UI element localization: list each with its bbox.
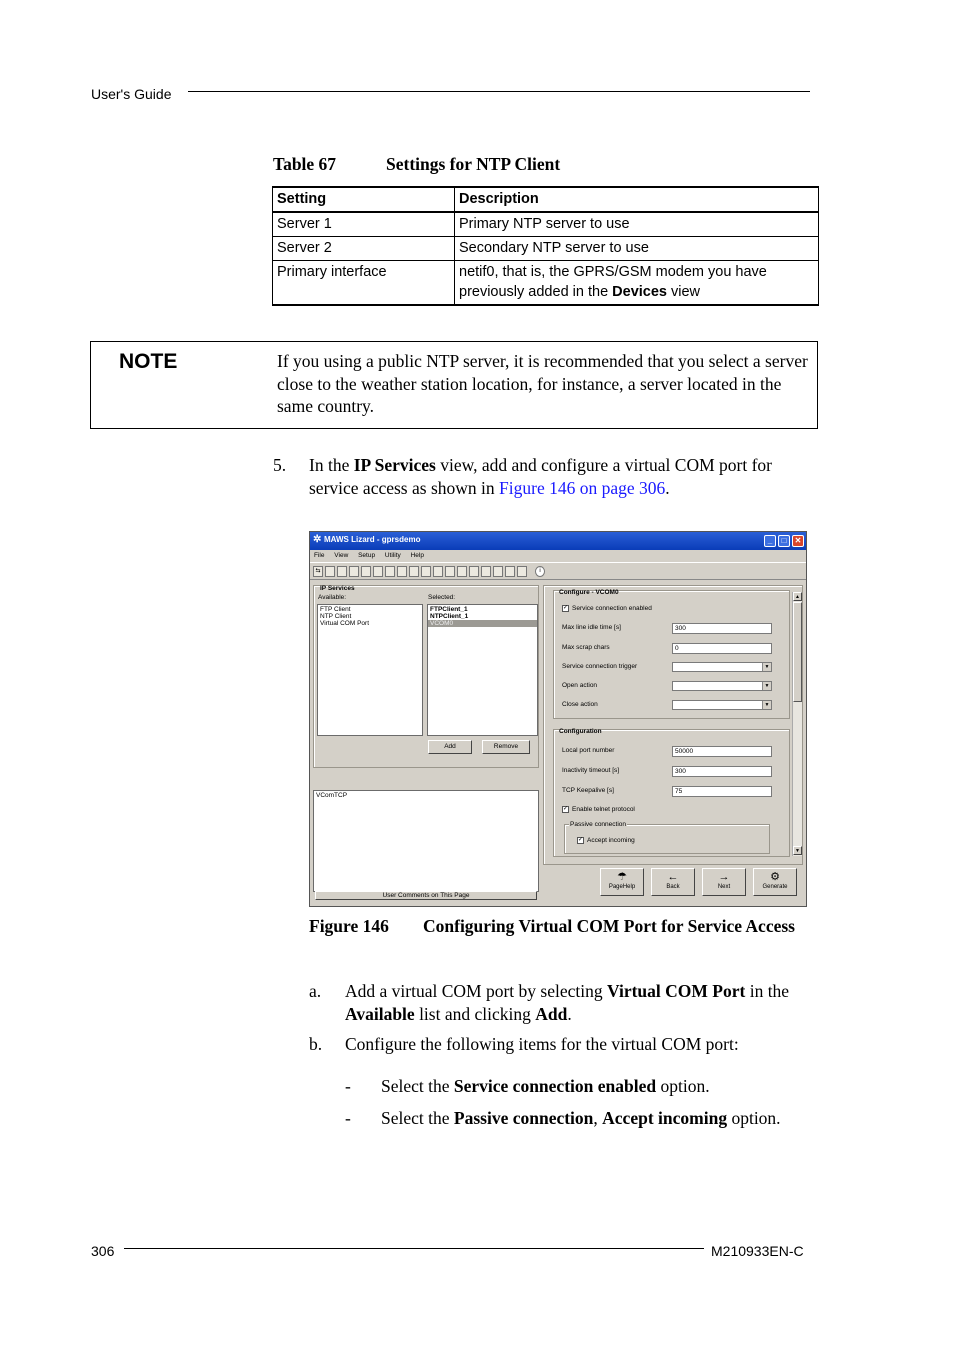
table-cell-setting: Primary interface	[273, 261, 455, 306]
menu-file[interactable]: File	[314, 552, 325, 559]
list-item[interactable]: NTPClient_1	[430, 613, 469, 620]
step-a-t2: in the	[745, 981, 790, 1001]
tool-icon[interactable]	[517, 566, 527, 577]
tool-icon[interactable]	[457, 566, 467, 577]
step-b-text: Configure the following items for the virtual COM port:	[345, 1034, 739, 1054]
tool-icon[interactable]	[445, 566, 455, 577]
tool-icon[interactable]	[481, 566, 491, 577]
toolbar	[310, 562, 806, 580]
sub-step-2	[381, 1107, 831, 1130]
tool-icon[interactable]	[325, 566, 335, 577]
info-icon[interactable]: i	[535, 566, 545, 577]
tool-icon[interactable]	[361, 566, 371, 577]
figure-number: Figure 146	[309, 916, 389, 936]
running-header: User's Guide	[91, 86, 172, 102]
footer-rule	[124, 1248, 704, 1249]
table-header-row	[273, 187, 819, 212]
step-b-number: b.	[309, 1034, 323, 1054]
selected-label: Selected:	[428, 594, 456, 601]
inactivity-label: Inactivity timeout [s]	[562, 767, 620, 774]
trigger-label: Service connection trigger	[562, 663, 638, 670]
dash-1: -	[345, 1076, 351, 1096]
configure-vcom0-group	[553, 590, 790, 719]
accept-incoming-label: Accept incoming	[587, 837, 635, 845]
tool-icon[interactable]	[433, 566, 443, 577]
trigger-dropdown[interactable]	[672, 662, 772, 672]
sub-step-1-t1: Select the	[381, 1076, 454, 1096]
telnet-checkbox[interactable]	[562, 806, 635, 813]
keepalive-field[interactable]: 75	[672, 786, 772, 797]
tool-icon[interactable]	[337, 566, 347, 577]
next-button[interactable]	[702, 868, 746, 896]
sub-step-2-t3: option.	[727, 1108, 781, 1128]
gears-icon: ⚙	[770, 871, 780, 883]
passive-connection-group	[564, 821, 770, 854]
scroll-down-arrow[interactable]: ▼	[793, 846, 802, 855]
step-5-t2: view, add and configure a virtual COM port for service access as shown in	[309, 455, 772, 498]
service-enabled-label: Service connection enabled	[572, 605, 652, 613]
arrow-right-icon: →	[718, 871, 730, 883]
comments-caption: User Comments on This Page	[315, 891, 537, 900]
note-text: If you using a public NTP server, it is recommended that you select a server close to the weather station location, for instance, a server located in the same country.	[277, 351, 808, 416]
step-a-b2: Available	[345, 1004, 415, 1024]
inactivity-field[interactable]: 300	[672, 766, 772, 777]
comments-text: VComTCP	[316, 792, 348, 799]
step-a-t4: .	[567, 1004, 572, 1024]
sub-step-1-t2: option.	[656, 1076, 710, 1096]
connect-icon[interactable]: ⇆	[313, 566, 323, 577]
tool-icon[interactable]	[385, 566, 395, 577]
chevron-down-icon: ▼	[762, 701, 771, 709]
tool-icon[interactable]	[421, 566, 431, 577]
step-a-t1: Add a virtual COM port by selecting	[345, 981, 607, 1001]
configuration-title: Configuration	[559, 728, 602, 735]
table-cell-description: Primary NTP server to use	[455, 212, 819, 237]
step-5-text	[309, 454, 821, 500]
column-header-setting: Setting	[273, 187, 455, 212]
check-icon: ✓	[578, 837, 584, 843]
list-item-selected[interactable]: VCOM0	[428, 620, 537, 627]
close-action-label: Close action	[562, 701, 598, 708]
tool-icon[interactable]	[505, 566, 515, 577]
arrow-left-icon: ←	[667, 871, 679, 883]
menu-setup[interactable]: Setup	[358, 552, 376, 559]
figure-link[interactable]: Figure 146 on page 306	[499, 478, 666, 498]
configure-title: Configure - VCOM0	[559, 589, 619, 596]
add-button[interactable]: Add	[428, 740, 472, 754]
note-box	[90, 341, 818, 429]
passive-title: Passive connection	[570, 821, 627, 828]
max-idle-label: Max line idle time [s]	[562, 624, 621, 631]
menu-view[interactable]: View	[334, 552, 349, 559]
app-icon: ✲	[313, 534, 322, 545]
max-scrap-field[interactable]: 0	[672, 643, 772, 654]
tool-icon[interactable]	[469, 566, 479, 577]
list-item[interactable]: NTP Client	[320, 613, 352, 620]
configure-panel	[543, 585, 803, 865]
table-caption-number: Table 67	[273, 154, 337, 174]
table-cell-setting: Server 1	[273, 212, 455, 237]
chevron-down-icon: ▼	[762, 682, 771, 690]
step-a-b1: Virtual COM Port	[606, 981, 746, 1001]
table-caption	[273, 154, 561, 175]
table-row	[273, 212, 819, 237]
close-button[interactable]: ✕	[792, 535, 804, 547]
check-icon: ✓	[563, 605, 569, 611]
list-item[interactable]: FTP Client	[320, 606, 351, 613]
check-icon: ✓	[563, 806, 569, 812]
scroll-up-arrow[interactable]: ▲	[793, 592, 802, 601]
local-port-field[interactable]: 50000	[672, 746, 772, 757]
open-action-label: Open action	[562, 682, 598, 689]
vertical-scrollbar[interactable]	[792, 592, 802, 856]
sub-step-2-t1: Select the	[381, 1108, 454, 1128]
description-text-end: view	[666, 284, 701, 300]
step-5-b1: IP Services	[353, 455, 436, 475]
step-5-t1: In the	[309, 455, 354, 475]
sub-step-2-b2: Accept incoming	[602, 1108, 728, 1128]
window-titlebar	[310, 532, 806, 550]
window-title: MAWS Lizard - gprsdemo	[324, 535, 421, 544]
ntp-settings-table	[272, 186, 819, 306]
local-port-label: Local port number	[562, 747, 615, 754]
table-caption-title: Settings for NTP Client	[386, 154, 561, 174]
comments-textarea[interactable]	[313, 790, 539, 892]
menu-utility[interactable]: Utility	[384, 552, 401, 559]
description-bold: Devices	[612, 284, 667, 300]
close-action-dropdown[interactable]	[672, 700, 772, 710]
step-a-text	[345, 980, 821, 1026]
next-label: Next	[717, 884, 731, 890]
back-button[interactable]	[651, 868, 695, 896]
open-action-dropdown[interactable]	[672, 681, 772, 691]
table-row	[273, 261, 819, 306]
table-row	[273, 237, 819, 261]
telnet-label: Enable telnet protocol	[572, 806, 635, 814]
step-a-b3: Add	[535, 1004, 568, 1024]
menu-help[interactable]: Help	[410, 552, 424, 559]
service-enabled-checkbox[interactable]	[562, 605, 652, 612]
list-item[interactable]: Virtual COM Port	[320, 620, 370, 627]
column-header-description: Description	[455, 187, 819, 212]
remove-button[interactable]: Remove	[482, 740, 530, 754]
step-5-number: 5.	[273, 455, 287, 475]
back-label: Back	[666, 884, 680, 890]
sub-step-1	[381, 1075, 831, 1098]
max-scrap-label: Max scrap chars	[562, 644, 610, 651]
description-text: netif0, that is, the GPRS/GSM modem you have previously added in the	[459, 264, 767, 300]
configuration-group	[553, 729, 790, 857]
sub-step-2-t2: ,	[593, 1108, 603, 1128]
pagehelp-label: PageHelp	[608, 884, 636, 890]
tool-icon[interactable]	[409, 566, 419, 577]
step-5-t3: .	[665, 478, 670, 498]
chevron-down-icon: ▼	[762, 663, 771, 671]
ip-services-title: IP Services	[320, 585, 355, 592]
max-idle-field[interactable]: 300	[672, 623, 772, 634]
available-label: Available:	[318, 594, 347, 601]
note-label: NOTE	[119, 350, 178, 373]
scroll-thumb[interactable]	[793, 602, 802, 702]
keepalive-label: TCP Keepalive [s]	[562, 787, 614, 794]
page-number: 306	[91, 1243, 115, 1259]
generate-button[interactable]	[753, 868, 797, 896]
dash-2: -	[345, 1108, 351, 1128]
help-icon: ☂	[617, 871, 627, 883]
doc-code: M210933EN-C	[711, 1243, 804, 1259]
tool-icon[interactable]	[349, 566, 359, 577]
available-list[interactable]	[317, 604, 423, 736]
step-a-t3: list and clicking	[414, 1004, 536, 1024]
menu-bar	[310, 550, 806, 562]
table-cell-setting: Server 2	[273, 237, 455, 261]
list-item[interactable]: FTPClient_1	[430, 606, 468, 613]
maximize-button[interactable]: □	[778, 535, 790, 547]
header-rule	[188, 91, 810, 92]
pagehelp-button[interactable]	[600, 868, 644, 896]
maws-lizard-screenshot	[309, 531, 807, 907]
tool-icon[interactable]	[373, 566, 383, 577]
accept-incoming-checkbox[interactable]	[577, 837, 635, 844]
step-a-number: a.	[309, 981, 322, 1001]
figure-title: Configuring Virtual COM Port for Service Access	[423, 916, 795, 936]
table-cell-description: Secondary NTP server to use	[455, 237, 819, 261]
generate-label: Generate	[762, 884, 788, 890]
ip-services-group	[313, 585, 539, 768]
selected-list[interactable]	[427, 604, 538, 736]
table-cell-description	[455, 261, 819, 306]
sub-step-2-b1: Passive connection	[453, 1108, 594, 1128]
tool-icon[interactable]	[493, 566, 503, 577]
sub-step-1-b: Service connection enabled	[453, 1076, 657, 1096]
minimize-button[interactable]: _	[764, 535, 776, 547]
tool-icon[interactable]	[397, 566, 407, 577]
